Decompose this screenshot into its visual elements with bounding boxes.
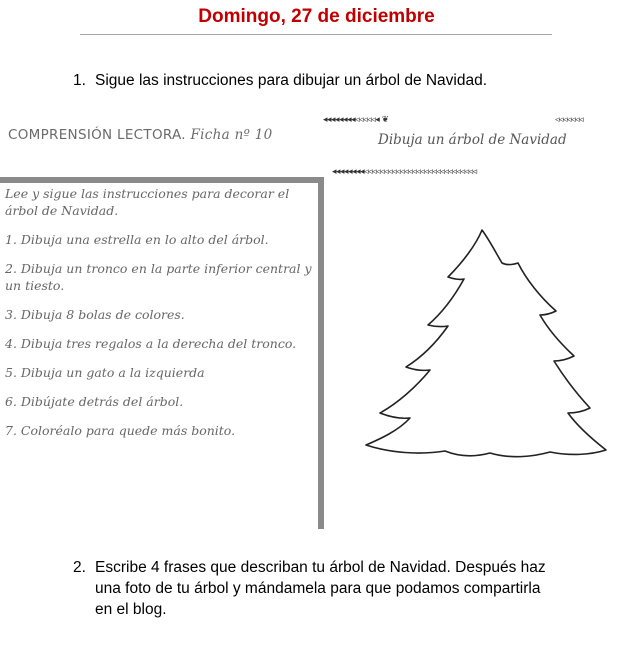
instruction-1 bbox=[73, 70, 487, 91]
arrow-garland-left-icon: ◂◂◂◂◂◂◂◂◃◃◃◃◃◂ ❦ bbox=[323, 115, 389, 125]
arrow-garland-right-icon: ◃◃◃◃◃◃◃ bbox=[555, 115, 584, 125]
christmas-tree-outline-icon bbox=[350, 225, 615, 470]
reading-intro: Lee y sigue las instrucciones para decorar el árbol de Navidad. bbox=[5, 186, 290, 218]
title-divider bbox=[80, 34, 552, 35]
reading-step-4: 4. Dibuja tres regalos a la derecha del tronco. bbox=[5, 336, 297, 351]
instruction-1-text: Sigue las instrucciones para dibujar un árbol de Navidad. bbox=[95, 72, 488, 89]
instruction-1-number: 1. bbox=[73, 72, 86, 89]
arrow-garland-bottom-icon: ◂◂◂◂◂◂◂◂◃◃◃◃◃◃◃◃◃◃◃◃◃◃◃◃◃◃◃◃◃◃◃◃◃◃◃◃ bbox=[332, 167, 477, 177]
instruction-2-number: 2. bbox=[73, 559, 86, 576]
reading-step-3: 3. Dibuja 8 bolas de colores. bbox=[5, 307, 185, 322]
reading-step-7: 7. Coloréalo para quede más bonito. bbox=[5, 423, 236, 438]
page-title: Domingo, 27 de diciembre bbox=[198, 6, 435, 27]
reading-step-2: 2. Dibuja un tronco en la parte inferior central y un tiesto. bbox=[5, 261, 312, 293]
worksheet-heading bbox=[8, 127, 273, 143]
instruction-2 bbox=[73, 557, 553, 620]
worksheet-subtitle: Dibuja un árbol de Navidad bbox=[378, 132, 567, 148]
worksheet-heading-text: COMPRENSIÓN LECTORA. bbox=[8, 127, 186, 143]
tree-drawing bbox=[350, 225, 615, 470]
reading-instructions bbox=[5, 185, 323, 451]
worksheet-image bbox=[0, 105, 633, 535]
worksheet-ficha: Ficha nº 10 bbox=[190, 127, 273, 143]
reading-step-6: 6. Dibújate detrás del árbol. bbox=[5, 394, 184, 409]
reading-step-1: 1. Dibuja una estrella en lo alto del árbol. bbox=[5, 232, 269, 247]
reading-step-5: 5. Dibuja un gato a la izquierda bbox=[5, 365, 205, 380]
instruction-2-text: Escribe 4 frases que describan tu árbol de Navidad. Después haz una foto de tu árbol y mándamela para que podamos compartirla en el blog. bbox=[95, 559, 546, 618]
